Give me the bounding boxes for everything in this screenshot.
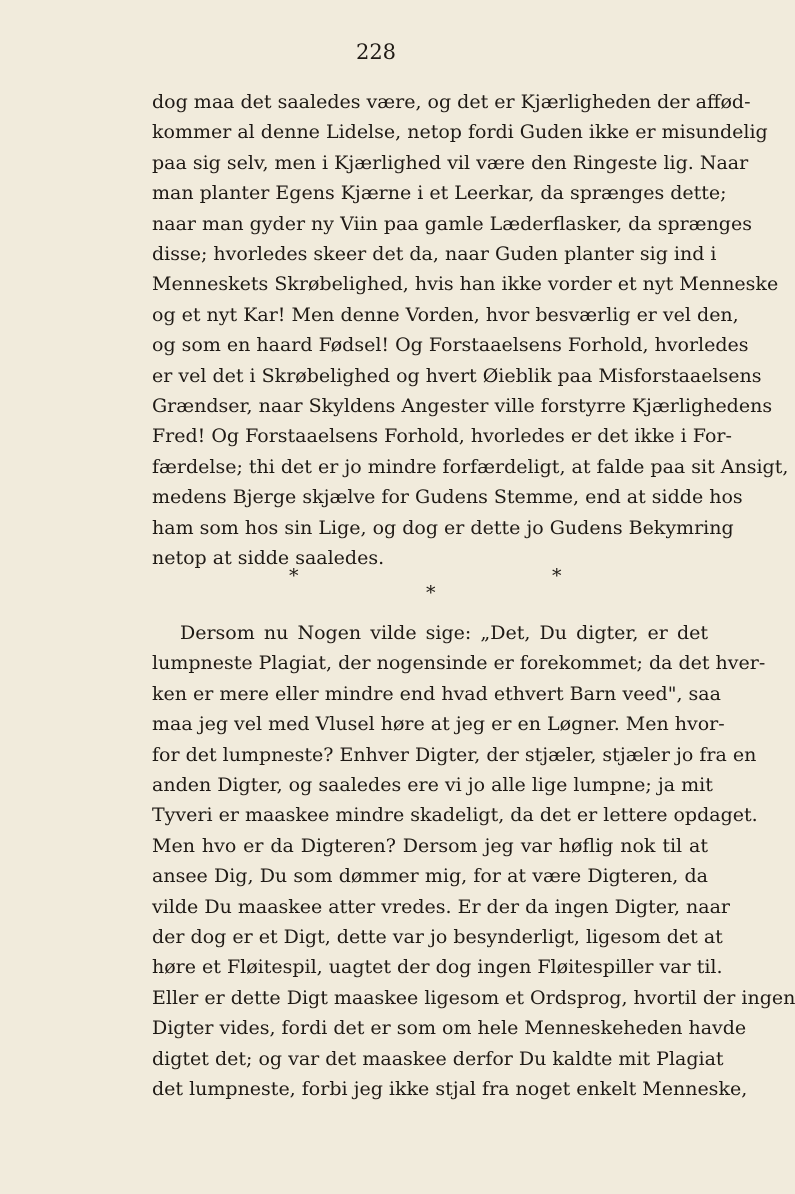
text-line: Menneskets Skrøbelighed, hvis han ikke vorder et nyt Menneske	[152, 273, 779, 296]
text-line: vilde Du maaskee atter vredes. Er der da ingen Digter, naar	[152, 895, 731, 918]
text-line: ansee Dig, Du som dømmer mig, for at være Digteren, da	[152, 865, 708, 888]
separator-star: *	[552, 565, 562, 587]
paragraph-1-lines	[152, 87, 789, 574]
text-line: medens Bjerge skjælve for Gudens Stemme, end at sidde hos	[152, 486, 743, 509]
text-line: der dog er et Digt, dette var jo besynderligt, ligesom det at	[152, 926, 723, 949]
text-line: og som en haard Fødsel! Og Forstaaelsens Forhold, hvorledes	[152, 334, 749, 357]
separator-star: *	[426, 582, 436, 604]
text-line: naar man gyder ny Viin paa gamle Læderflasker, da sprænges	[152, 212, 752, 235]
page-number: 228	[355, 40, 397, 64]
text-line: Grændser, naar Skyldens Angester ville forstyrre Kjærlighedens	[152, 395, 773, 418]
text-line: digtet det; og var det maaskee derfor Du kaldte mit Plagiat	[152, 1047, 724, 1070]
text-line: høre et Fløitespil, uagtet der dog ingen Fløitespiller var til.	[152, 956, 723, 979]
text-line: man planter Egens Kjærne i et Leerkar, da sprænges dette;	[152, 182, 727, 205]
separator-star: *	[289, 565, 299, 587]
text-line: for det lumpneste? Enhver Digter, der stjæler, stjæler jo fra en	[152, 743, 757, 766]
text-line: netop at sidde saaledes.	[152, 547, 385, 570]
section-separator	[152, 555, 708, 605]
text-line: lumpneste Plagiat, der nogensinde er forekommet; da det hver-	[152, 652, 766, 675]
text-line: det lumpneste, forbi jeg ikke stjal fra noget enkelt Menneske,	[152, 1078, 748, 1101]
paragraph-1	[152, 87, 789, 574]
text-line: kommer al denne Lidelse, netop fordi Guden ikke er misundelig	[152, 121, 768, 144]
paragraph-2-lines	[152, 618, 795, 1105]
text-line: Tyveri er maaskee mindre skadeligt, da det er lettere opdaget.	[152, 804, 758, 827]
text-line: anden Digter, og saaledes ere vi jo alle lige lumpne; ja mit	[152, 774, 713, 797]
text-line: ham som hos sin Lige, og dog er dette jo Gudens Bekymring	[152, 516, 734, 539]
text-line: er vel det i Skrøbelighed og hvert Øieblik paa Misforstaaelsens	[152, 364, 762, 387]
text-line: Digter vides, fordi det er som om hele Menneskeheden havde	[152, 1017, 747, 1040]
text-line: færdelse; thi det er jo mindre forfærdeligt, at falde paa sit Ansigt,	[152, 455, 789, 478]
text-line: og et nyt Kar! Men denne Vorden, hvor besværlig er vel den,	[152, 303, 739, 326]
text-line: Eller er dette Digt maaskee ligesom et Ordsprog, hvortil der ingen	[152, 986, 795, 1009]
text-line: disse; hvorledes skeer det da, naar Guden planter sig ind i	[152, 243, 717, 266]
text-line: ken er mere eller mindre end hvad ethvert Barn veed", saa	[152, 682, 721, 705]
text-line: Fred! Og Forstaaelsens Forhold, hvorledes er det ikke i For-	[152, 425, 732, 448]
paragraph-2	[152, 618, 795, 1105]
text-line: maa jeg vel med Vlusel høre at jeg er en Løgner. Men hvor-	[152, 713, 725, 736]
text-line: Men hvo er da Digteren? Dersom jeg var høflig nok til at	[152, 834, 708, 857]
text-line: paa sig selv, men i Kjærlighed vil være den Ringeste lig. Naar	[152, 151, 749, 174]
text-line: dog maa det saaledes være, og det er Kjærligheden der affød-	[152, 91, 751, 113]
text-line: Dersom nu Nogen vilde sige: „Det, Du digter, er det	[180, 622, 708, 644]
